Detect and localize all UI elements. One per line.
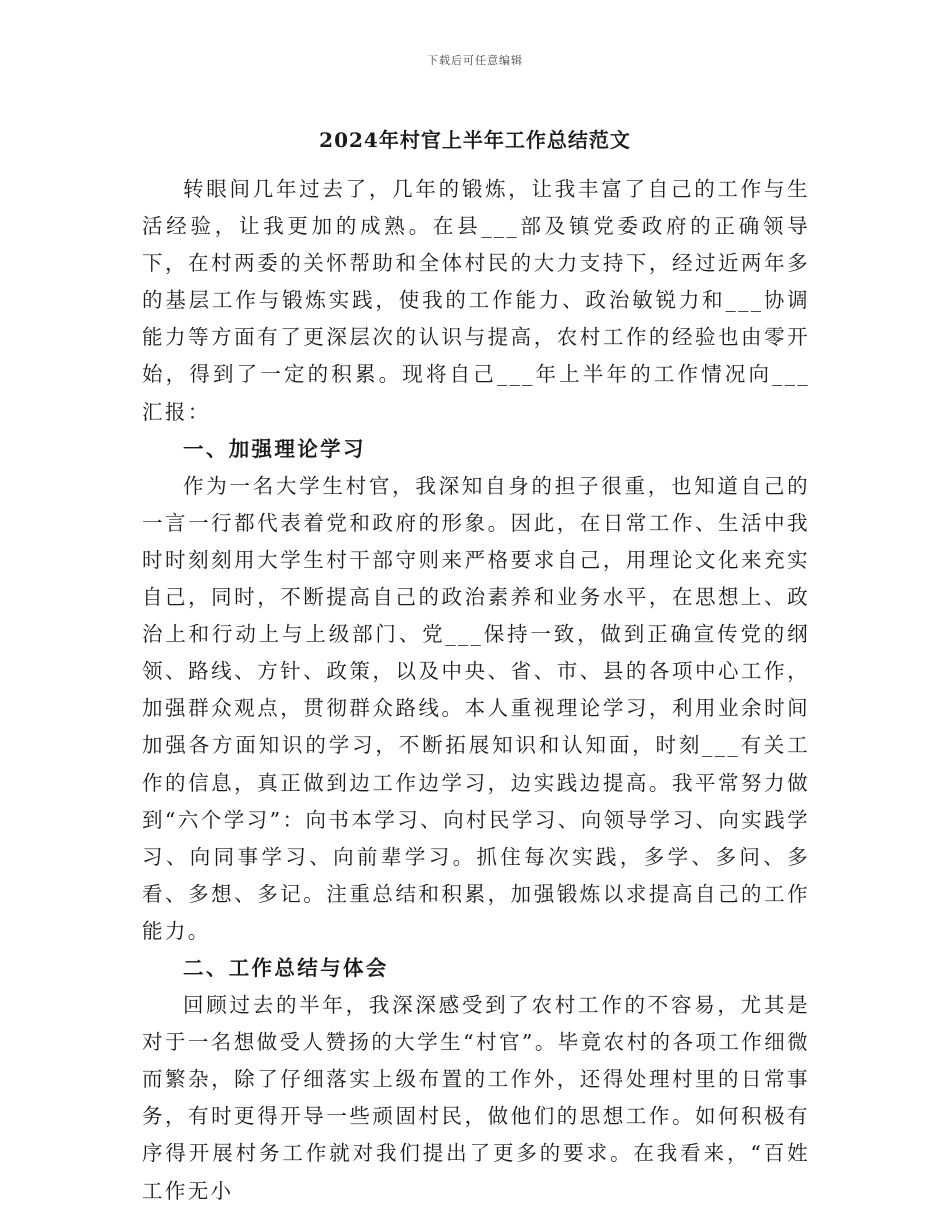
section-heading-2: 二、工作总结与体会 <box>183 955 389 980</box>
section-paragraph-2: 回顾过去的半年，我深深感受到了农村工作的不容易，尤其是对于一名想做受人赞扬的大学生“村官”。毕竟农村的各项工作细微而繁杂，除了仔细落实上级布置的工作外，还得处理村里的日常事务，有时更得开导一些顽固村民，做他们的思想工作。如何积极有序得开展村务工作就对我们提出了更多的要求。在我看来，“百姓工作无小 <box>142 993 810 1203</box>
document-body <box>142 171 810 1210</box>
header-note: 下载后可任意编辑 <box>427 54 523 67</box>
section-heading-1: 一、加强理论学习 <box>183 436 366 461</box>
section-paragraph-1: 作为一名大学生村官，我深知自身的担子很重，也知道自己的一言一行都代表着党和政府的形象。因此，在日常工作、生活中我时时刻刻用大学生村干部守则来严格要求自己，用理论文化来充实自己，同时，不断提高自己的政治素养和业务水平，在思想上、政治上和行动上与上级部门、党___保持一致，做到正确宣传党的纲领、路线、方针、政策，以及中央、省、市、县的各项中心工作，加强群众观点，贯彻群众路线。本人重视理论学习，利用业余时间加强各方面知识的学习，不断拓展知识和认知面，时刻___有关工作的信息，真正做到边工作边学习，边实践边提高。我平常努力做到“六个学习”：向书本学习、向村民学习、向领导学习、向实践学习、向同事学习、向前辈学习。抓住每次实践，多学、多问、多看、多想、多记。注重总结和积累，加强锻炼以求提高自己的工作能力。 <box>142 473 810 943</box>
intro-paragraph: 转眼间几年过去了，几年的锻炼，让我丰富了自己的工作与生活经验，让我更加的成熟。在县___部及镇党委政府的正确领导下，在村两委的关怀帮助和全体村民的大力支持下，经过近两年多的基层工作与锻炼实践，使我的工作能力、政治敏锐力和___协调能力等方面有了更深层次的认识与提高，农村工作的经验也由零开始，得到了一定的积累。现将自己___年上半年的工作情况向___汇报： <box>142 177 810 424</box>
document-title: 2024年村官上半年工作总结范文 <box>319 128 631 152</box>
